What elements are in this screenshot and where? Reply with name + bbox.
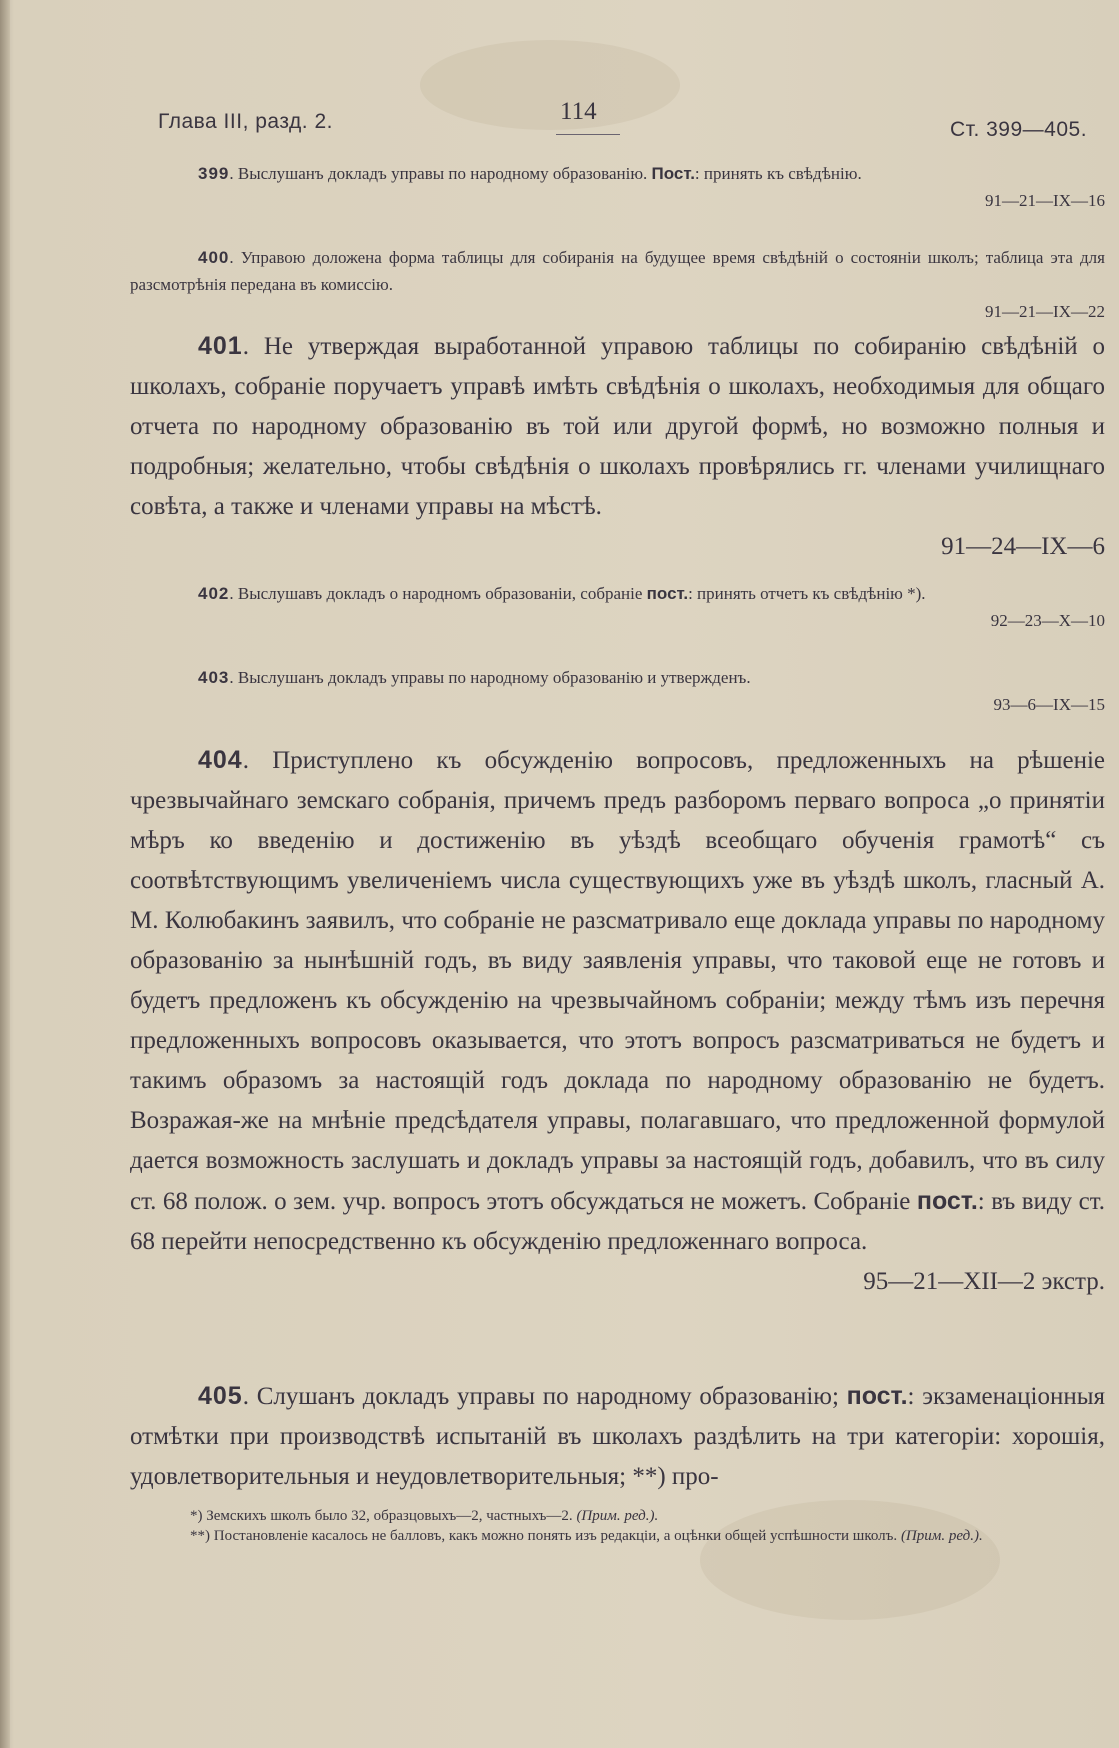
entry-401	[130, 326, 1105, 567]
entry-text	[130, 664, 1105, 691]
entry-399	[130, 160, 1105, 214]
entry-number: 403	[198, 668, 230, 687]
entry-number: 402	[198, 584, 230, 603]
session-reference: 95—21—XII—2 экстр.	[863, 1268, 1105, 1295]
entry-body: . Слушанъ докладъ управы по народному образованію;	[242, 1383, 839, 1410]
entry-body-cont: : принять къ свѣдѣнію.	[694, 164, 862, 183]
resolution-keyword: Пост.	[651, 164, 695, 183]
entry-number: 405	[198, 1382, 243, 1410]
entry-body: . Выслушанъ докладъ управы по народному образованію и утвержденъ.	[229, 668, 751, 687]
entry-403	[130, 664, 1105, 718]
entry-body: . Управою доложена форма таблицы для собиранія на будущее время свѣдѣній о состояніи школъ; таблица эта для разсмотрѣнія передана въ комиссію.	[130, 248, 1105, 294]
session-reference: 91—21—IX—16	[985, 191, 1105, 210]
resolution-keyword: пост.	[646, 584, 689, 603]
entry-text	[130, 580, 1105, 607]
entry-text	[130, 740, 1105, 1262]
entry-400	[130, 244, 1105, 325]
footnote-1: *) Земскихъ школъ было 32, образцовыхъ—2, частныхъ—2. (Прим. ред.).	[190, 1508, 659, 1524]
entry-404	[130, 740, 1105, 1302]
entry-body: . Выслушанъ докладъ управы по народному образованію.	[229, 164, 648, 183]
entry-body-cont: : въ виду ст. 68 перейти непосредственно къ обсужденію предложеннаго вопроса.	[130, 1188, 1105, 1255]
session-reference: 92—23—X—10	[990, 611, 1105, 630]
entry-number: 404	[198, 746, 243, 774]
entry-number: 400	[198, 248, 230, 267]
entry-body-cont: : принять отчетъ къ свѣдѣнію *).	[688, 584, 926, 603]
entry-number: 399	[198, 164, 230, 183]
entry-number: 401	[198, 332, 243, 360]
resolution-keyword: пост.	[916, 1187, 978, 1215]
footnote-2: **) Постановленіе касалось не балловъ, какъ можно понять изъ редакціи, а оцѣнки общей успѣшности школъ. (Прим. ред.).	[190, 1528, 983, 1544]
entry-405	[130, 1376, 1105, 1497]
footnotes	[130, 1506, 1105, 1546]
chapter-label: Глава III, разд. 2.	[158, 110, 333, 133]
articles-range: Ст. 399—405.	[950, 118, 1088, 141]
session-reference: 93—6—IX—15	[993, 695, 1105, 714]
session-reference: 91—24—IX—6	[941, 533, 1105, 560]
entry-body: . Выслушавъ докладъ о народномъ образованіи, собраніе	[229, 584, 643, 603]
entry-text	[130, 160, 1105, 187]
entry-body: . Не утверждая выработанной управою таблицы по собиранію свѣдѣній о школахъ, собраніе поручаетъ управѣ имѣть свѣдѣнія о школахъ, необходимыя для общаго отчета по народному образованію въ той или другой формѣ, но возможно полныя и подробныя; желательно, чтобы свѣдѣнія о школахъ провѣрялись гг. членами училищнаго совѣта, а также и членами управы на мѣстѣ.	[130, 333, 1105, 520]
entry-body: . Приступлено къ обсужденію вопросовъ, предложенныхъ на рѣшеніе чрезвычайнаго земскаго собранія, причемъ предъ разборомъ перваго вопроса „о принятіи мѣръ ко введенію и достиженію въ уѣздѣ всеобщаго обученія грамотѣ“ съ соотвѣтствующимъ увеличеніемъ числа существующихъ уже въ уѣздѣ школъ, гласный А. М. Колюбакинъ заявилъ, что собраніе не разсматривало еще доклада управы по народному образованію за нынѣшній годъ, въ виду заявленія управы, что таковой еще не готовъ и будетъ предложенъ къ обсужденію на чрезвычайномъ собраніи; между тѣмъ изъ перечня предложенныхъ вопросовъ оказывается, что этотъ вопросъ разсматриваться не будетъ и такимъ образомъ за настоящій годъ доклада по народному образованію не будетъ. Возражая-же на мнѣніе предсѣдателя управы, полагавшаго, что предложенной формулой дается возможность заслушать и докладъ управы за настоящій годъ, добавилъ, что въ силу ст. 68 полож. о зем. учр. вопросъ этотъ обсуждаться не можетъ. Собраніе	[130, 747, 1105, 1215]
page-header	[0, 98, 1119, 148]
entry-text	[130, 244, 1105, 298]
page-spine	[0, 0, 10, 1748]
entry-body-cont: : экзаменаціонныя отмѣтки при производствѣ испытаній въ школахъ раздѣлить на три категоріи: хорошія, удовлетворительныя и неудовлетворительныя; **) про-	[130, 1383, 1105, 1490]
page-number-rule	[556, 134, 620, 135]
entry-402	[130, 580, 1105, 634]
page-number: 114	[560, 98, 597, 125]
resolution-keyword: пост.	[846, 1382, 908, 1410]
entry-text	[130, 1376, 1105, 1497]
entry-text	[130, 326, 1105, 527]
session-reference: 91—21—IX—22	[985, 302, 1105, 321]
